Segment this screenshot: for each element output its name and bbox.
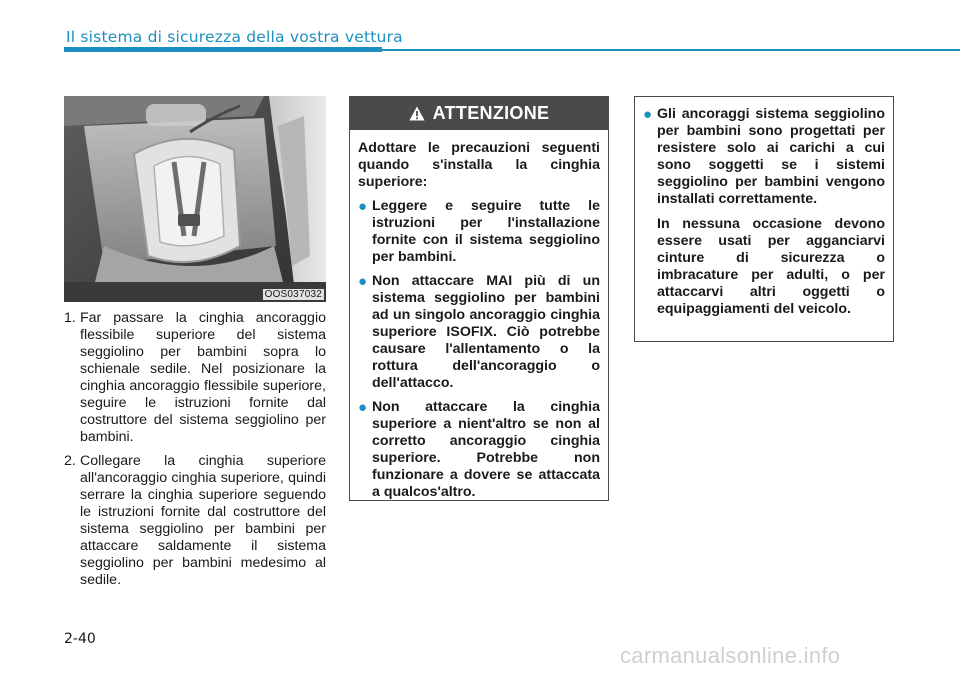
list-item [358,273,600,392]
bullet-text: Leggere e seguire tutte le istruzioni per l'installazione fornite con il sistema seggiolino per bambini. [372,198,600,265]
warning-content [350,130,608,501]
child-seat-photo [64,96,326,302]
list-item [358,399,600,501]
info-list [643,106,885,208]
warning-title: ATTENZIONE [432,103,550,123]
page-number: 2-40 [64,631,96,647]
warning-header [350,97,608,130]
step-number: 1. [64,310,76,326]
info-paragraph: In nessuna occasione devono essere usati per agganciarvi cinture di sicurezza o imbracature per adulti, o per attaccarvi altri oggetti o equipaggiamenti del veicolo. [657,216,885,317]
bullet-icon: ● [358,198,368,215]
bullet-text: Gli ancoraggi sistema seggiolino per bambini sono progettati per resistere solo ai carichi a cui sono soggetti se i sistemi seggiolino per bambini vengono installati correttamente. [657,106,885,207]
step-text: Collegare la cinghia superiore all'ancoraggio cinghia superiore, quindi serrare la cinghia superiore seguendo le istruzioni fornite dal costruttore del sistema seggiolino per bambini per attaccare saldamente il sistema seggiolino per bambini medesimo al sedile. [80,453,326,588]
header-rule [382,49,960,51]
child-seat-illustration [64,96,326,302]
bullet-icon: ● [643,106,653,123]
bullet-icon: ● [358,399,368,416]
list-item [64,453,326,589]
warning-triangle-icon [409,106,425,121]
warning-box [349,96,609,501]
list-item [64,310,326,446]
step-text: Far passare la cinghia ancoraggio flessibile superiore del sistema seggiolino per bambini sopra lo schienale sedile. Nel posizionare la cinghia ancoraggio flessibile superiore, seguire le istruzioni fornite dal costruttore del sistema seggiolino per bambini. [80,310,326,445]
list-item [643,106,885,208]
installation-steps [64,310,326,596]
watermark: carmanualsonline.info [620,643,841,668]
list-item [358,198,600,266]
section-title: Il sistema di sicurezza della vostra vettura [66,28,403,46]
bullet-text: Non attaccare la cinghia superiore a nient'altro se non al corretto ancoraggio cinghia superiore. Potrebbe non funzionare a dovere se attaccata a qualcos'altro. [372,399,600,500]
bullet-text: Non attaccare MAI più di un sistema seggiolino per bambini ad un singolo ancoraggio cinghia superiore ISOFIX. Ciò potrebbe causare l'allentamento o la rottura dell'ancoraggio o dell'attacco. [372,273,600,391]
warning-intro: Adottare le precauzioni seguenti quando s'installa la cinghia superiore: [358,140,600,190]
step-number: 2. [64,453,76,469]
image-reference-code: OOS037032 [264,289,322,300]
info-box [634,96,894,342]
warning-list [358,198,600,501]
header-accent-bar [64,47,382,52]
bullet-icon: ● [358,273,368,290]
